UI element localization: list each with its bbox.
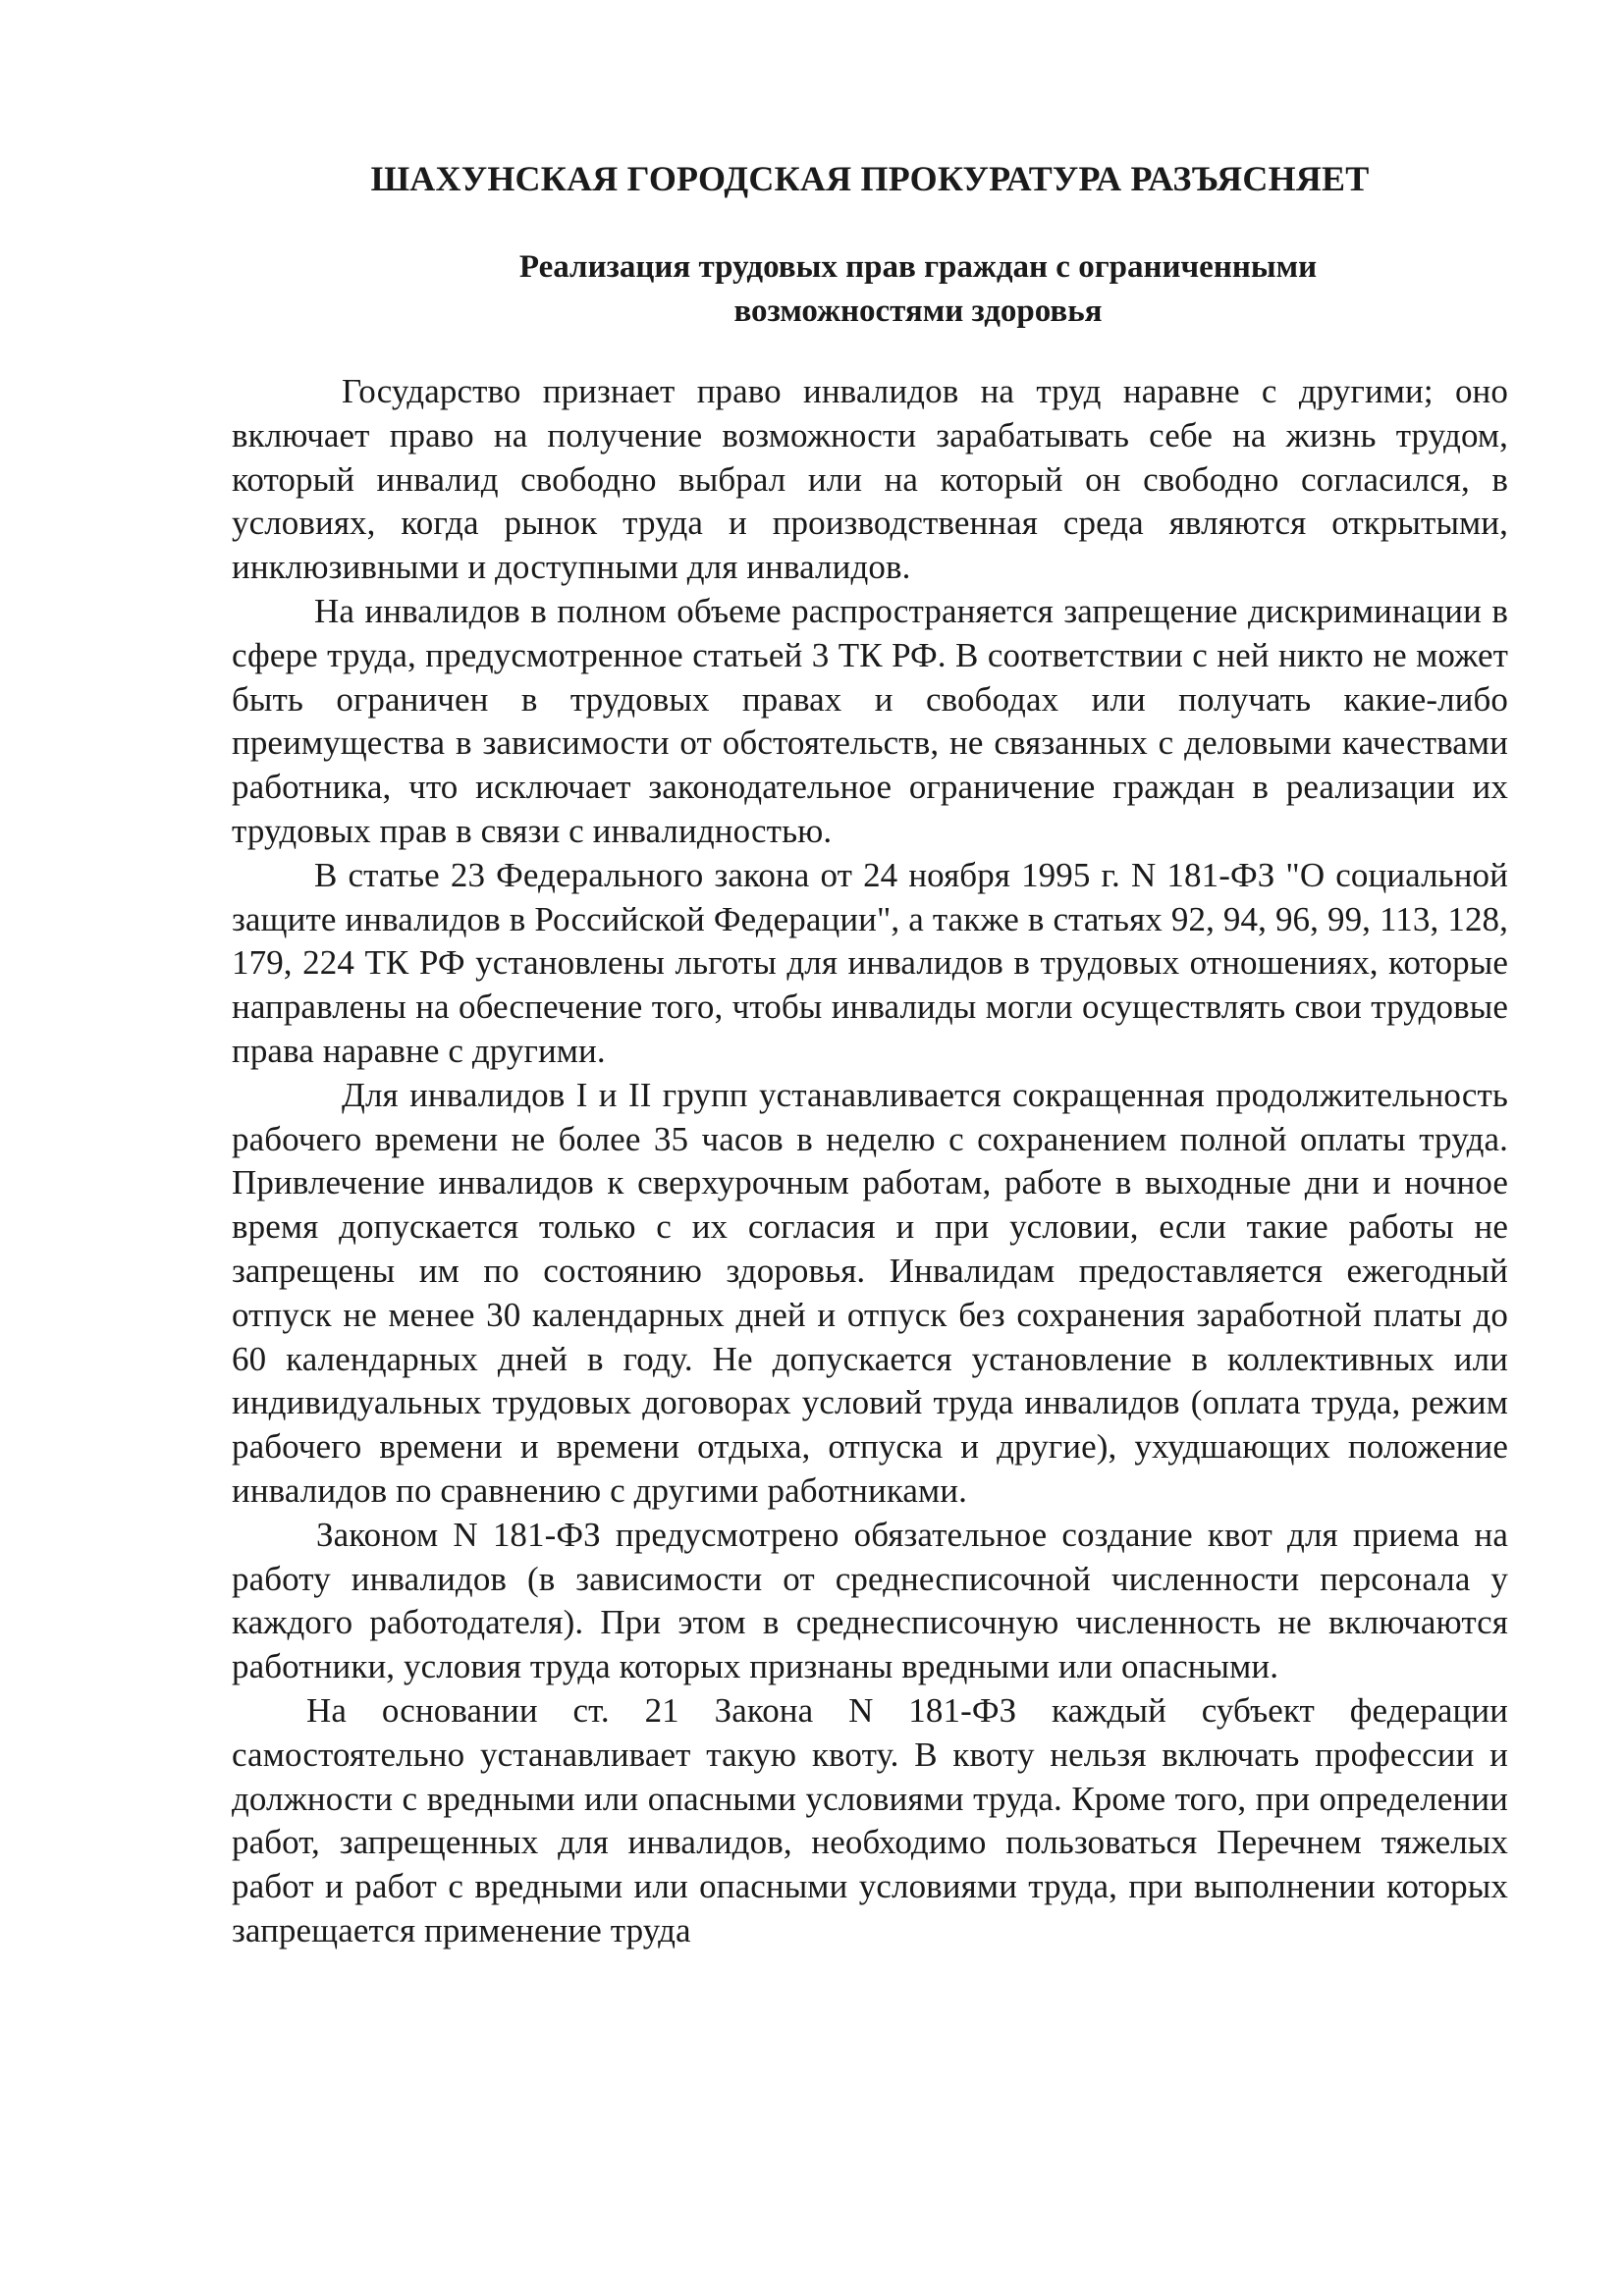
paragraph-discrimination-ban: На инвалидов в полном объеме распространяется запрещение дискриминации в сфере труда, предусмотренное статьей 3 ТК РФ. В соответствии с ней никто не может быть ограничен в трудовых правах и свободах или получать какие-либо преимущества в зависимости от обстоятельств, не связанных с деловыми качествами работника, что исключает законодательное ограничение граждан в реализации их трудовых прав в связи с инвалидностью.: [232, 591, 1508, 850]
paragraph-federal-law-benefits: В статье 23 Федерального закона от 24 ноября 1995 г. N 181-ФЗ "О социальной защите инвалидов в Российской Федерации", а также в статьях 92, 94, 96, 99, 113, 128, 179, 224 ТК РФ установлены льготы для инвалидов в трудовых отношениях, которые направлены на обеспечение того, чтобы инвалиды могли осуществлять свои трудовые права наравне с другими.: [232, 855, 1508, 1070]
paragraph-working-hours: Для инвалидов I и II групп устанавливается сокращенная продолжительность рабочего времени не более 35 часов в неделю с сохранением полной оплаты труда. Привлечение инвалидов к сверхурочным работам, работе в выходные дни и ночное время допускается только с их согласия и при условии, если такие работы не запрещены им по состоянию здоровья. Инвалидам предоставляется ежегодный отпуск не менее 30 календарных дней и отпуск без сохранения заработной платы до 60 календарных дней в году. Не допускается установление в коллективных или индивидуальных трудовых договорах условий труда инвалидов (оплата труда, режим рабочего времени и времени отдыха, отпуска и другие), ухудшающих положение инвалидов по сравнению с другими работниками.: [232, 1075, 1508, 1510]
document-heading: ШАХУНСКАЯ ГОРОДСКАЯ ПРОКУРАТУРА РАЗЪЯСНЯЕТ: [370, 159, 1370, 198]
document-body: [232, 370, 1508, 1953]
paragraph-regional-quota: На основании ст. 21 Закона N 181-ФЗ каждый субъект федерации самостоятельно устанавливает такую квоту. В квоту нельзя включать профессии и должности с вредными или опасными условиями труда. Кроме того, при определении работ, запрещенных для инвалидов, необходимо пользоваться Перечнем тяжелых работ и работ с вредными или опасными условиями труда, при выполнении которых запрещается применение труда: [232, 1690, 1508, 1949]
paragraph-right-to-work: Государство признает право инвалидов на труд наравне с другими; оно включает право на получение возможности зарабатывать себе на жизнь трудом, который инвалид свободно выбрал или на который он свободно согласился, в условиях, когда рынок труда и производственная среда являются открытыми, инклюзивными и доступными для инвалидов.: [232, 372, 1508, 587]
paragraph-quotas: Законом N 181-ФЗ предусмотрено обязательное создание квот для приема на работу инвалидов (в зависимости от среднесписочной численности персонала у каждого работодателя). При этом в среднесписочную численность не включаются работники, условия труда которых признаны вредными или опасными.: [232, 1515, 1508, 1686]
document-subheading: Реализация трудовых прав граждан с ограниченными возможностями здоровья: [518, 249, 1318, 329]
